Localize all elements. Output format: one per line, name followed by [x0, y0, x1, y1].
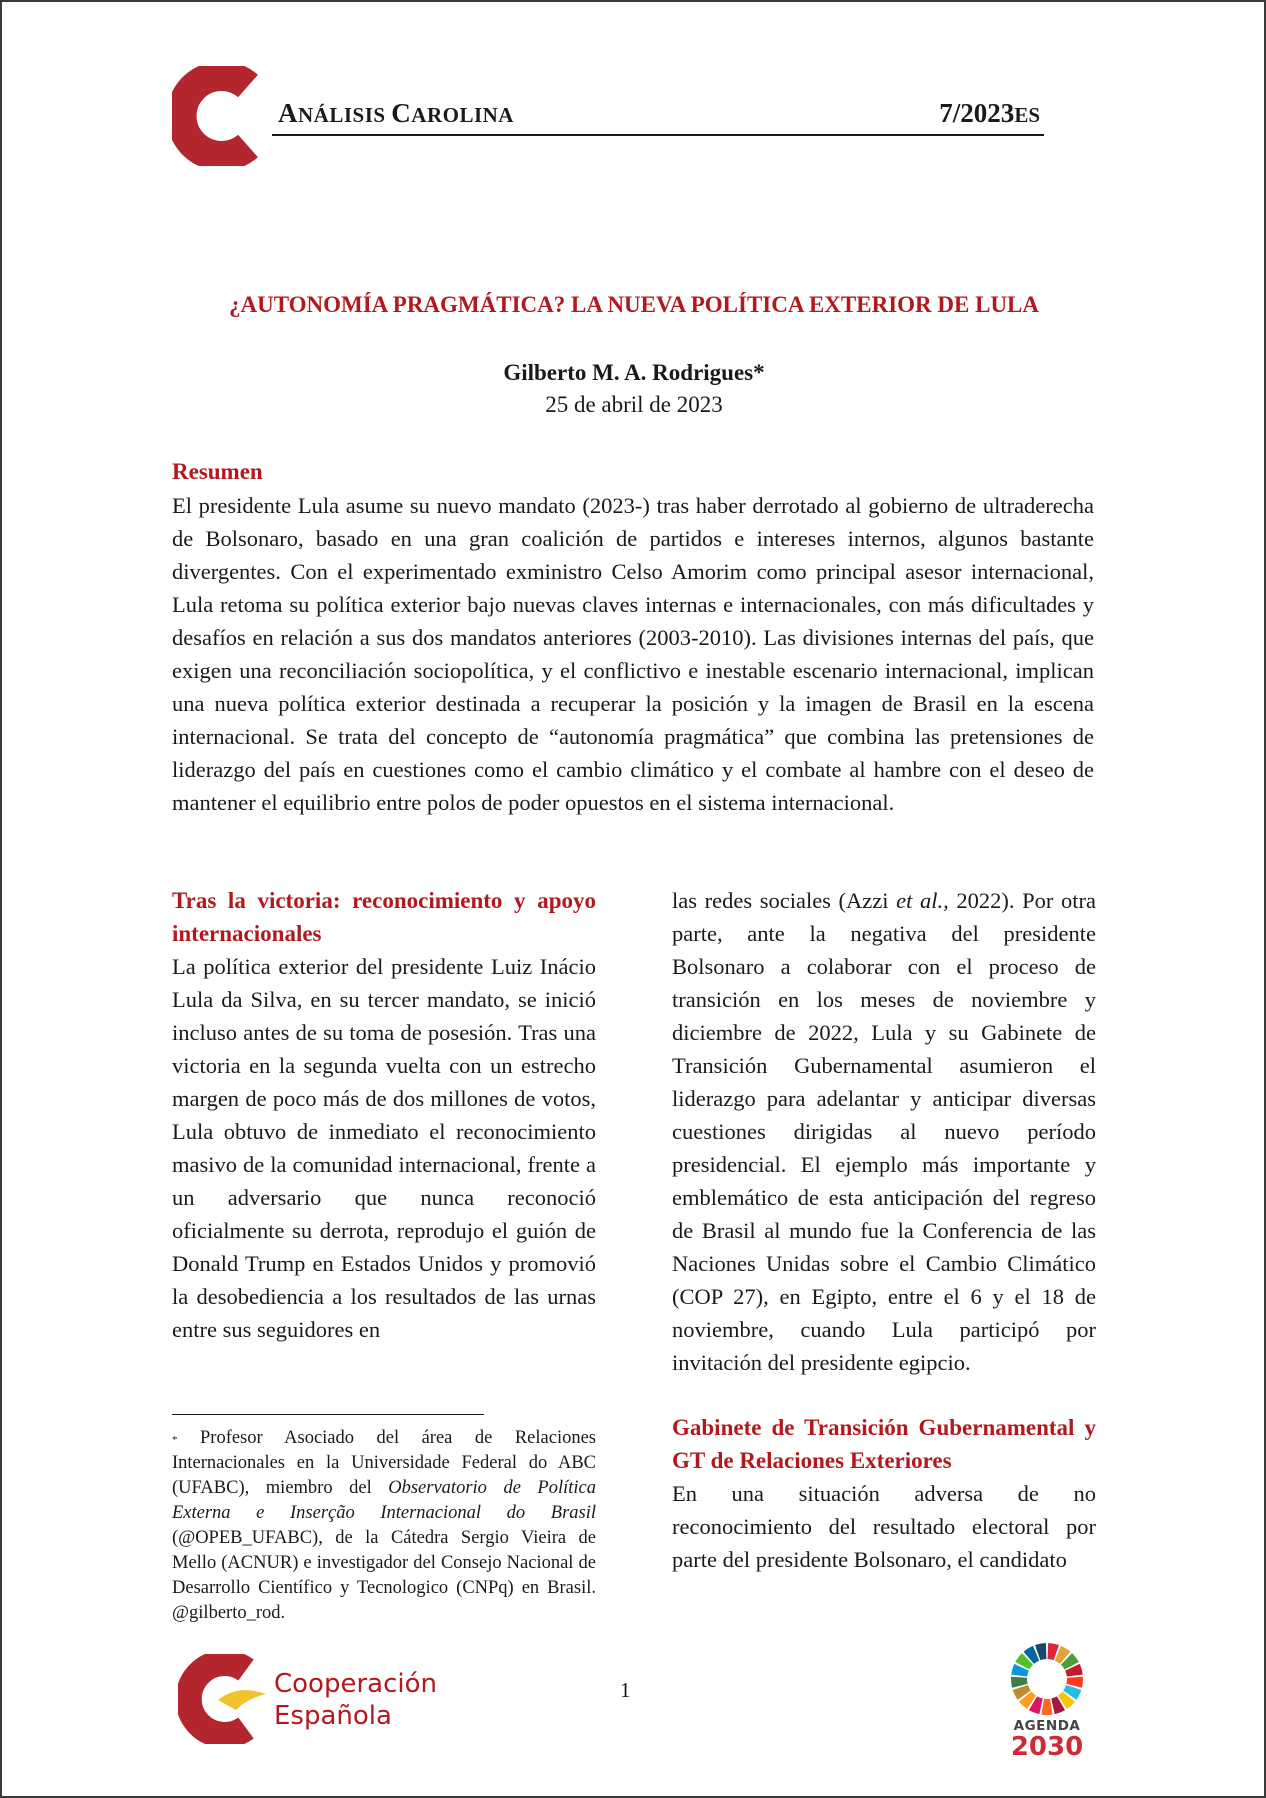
page-number: 1 — [620, 1678, 631, 1702]
article-date: 25 de abril de 2023 — [545, 392, 723, 417]
footnote-divider — [172, 1414, 484, 1415]
header-bar — [272, 98, 1044, 136]
series-title: ANÁLISIS CAROLINA — [278, 98, 514, 128]
footnote: * Profesor Asociado del área de Relaciones Internacionales en la Universidade Federal do ABC (UFABC), miembro del Observatorio de Política Externa e Inserção Internacional do Brasil (@OPEB_UFABC), de la Cátedra Sergio Vieira de Mello (ACNUR) e investigador del Consejo Nacional de Desarrollo Científico y Tecnologico (CNPq) en Brasil. @gilberto_rod. — [172, 1428, 596, 1623]
agenda-year: 2030 — [1010, 1732, 1084, 1762]
right-column — [672, 884, 1096, 1576]
resumen-body: El presidente Lula asume su nuevo mandato (2023-) tras haber derrotado al gobierno de ultraderecha de Bolsonaro, basado en una gran coalición de partidos e intereses internos, algunos bastante divergentes. Con el experimentado exministro Celso Amorim como principal asesor internacional, Lula retoma su política exterior bajo nuevas claves internas e internacionales, con más dificultades y desafíos en relación a sus dos mandatos anteriores (2003-2010). Las divisiones internas del país, que exigen una reconciliación sociopolítica, y el conflictivo e inestable escenario internacional, implican una nueva política exterior destinada a recuperar la posición y la imagen de Brasil en la escena internacional. Se trata del concepto de “autonomía pragmática” que combina las pretensiones de liderazgo del país en cuestiones como el cambio climático y el combate al hambre con el deseo de mantener el equilibrio entre polos de poder opuestos en el sistema internacional. — [172, 493, 1094, 815]
section1-heading: Tras la victoria: reconocimiento y apoyo internacionales — [172, 888, 596, 946]
sdg-wheel-icon — [1010, 1642, 1084, 1716]
section1-body-right: las redes sociales (Azzi et al., 2022). Por otra parte, ante la negativa del presidente Bolsonaro a colaborar con el proceso de transición en los meses de noviembre y diciembre de 2022, Lula y su Gabinete de Transición Gubernamental asumieron el liderazgo para adelantar y anticipar diversas cuestiones dirigidas al nuevo período presidencial. El ejemplo más importante y emblemático de esta anticipación del regreso de Brasil al mundo fue la Conferencia de las Naciones Unidas sobre el Cambio Climático (COP 27), en Egipto, entre el 6 y el 18 de noviembre, cuando Lula participó por invitación del presidente egipcio. — [672, 888, 1097, 1375]
section2-body: En una situación adversa de no reconocimiento del resultado electoral por parte del presidente Bolsonaro, el candidato — [672, 1481, 1096, 1572]
carolina-logo-icon — [172, 66, 264, 166]
section2-heading: Gabinete de Transición Gubernamental y GT de Relaciones Exteriores — [672, 1415, 1096, 1473]
agenda-label: AGENDA — [1013, 1718, 1081, 1734]
article-title: ¿AUTONOMÍA PRAGMÁTICA? LA NUEVA POLÍTICA EXTERIOR DE LULA — [228, 292, 1040, 317]
sdg-wheel-segment — [1041, 1699, 1052, 1715]
resumen-heading: Resumen — [172, 459, 263, 484]
left-column — [172, 884, 596, 1346]
article-author: Gilberto M. A. Rodrigues* — [503, 360, 765, 385]
issue-number: 7/2023ES — [939, 98, 1040, 128]
section1-body-left: La política exterior del presidente Luiz Inácio Lula da Silva, en su tercer mandato, se inició incluso antes de su toma de posesión. Tras una victoria en la segunda vuelta con un estrecho margen de poco más de dos millones de votos, Lula obtuvo de inmediato el reconocimiento masivo de la comunidad internacional, frente a un adversario que nunca reconoció oficialmente su derrota, reprodujo el guión de Donald Trump en Estados Unidos y promovió la desobediencia a los resultados de las urnas entre sus seguidores en — [172, 954, 596, 1342]
cooperacion-espanola-wordmark: Cooperación Española — [274, 1669, 437, 1731]
